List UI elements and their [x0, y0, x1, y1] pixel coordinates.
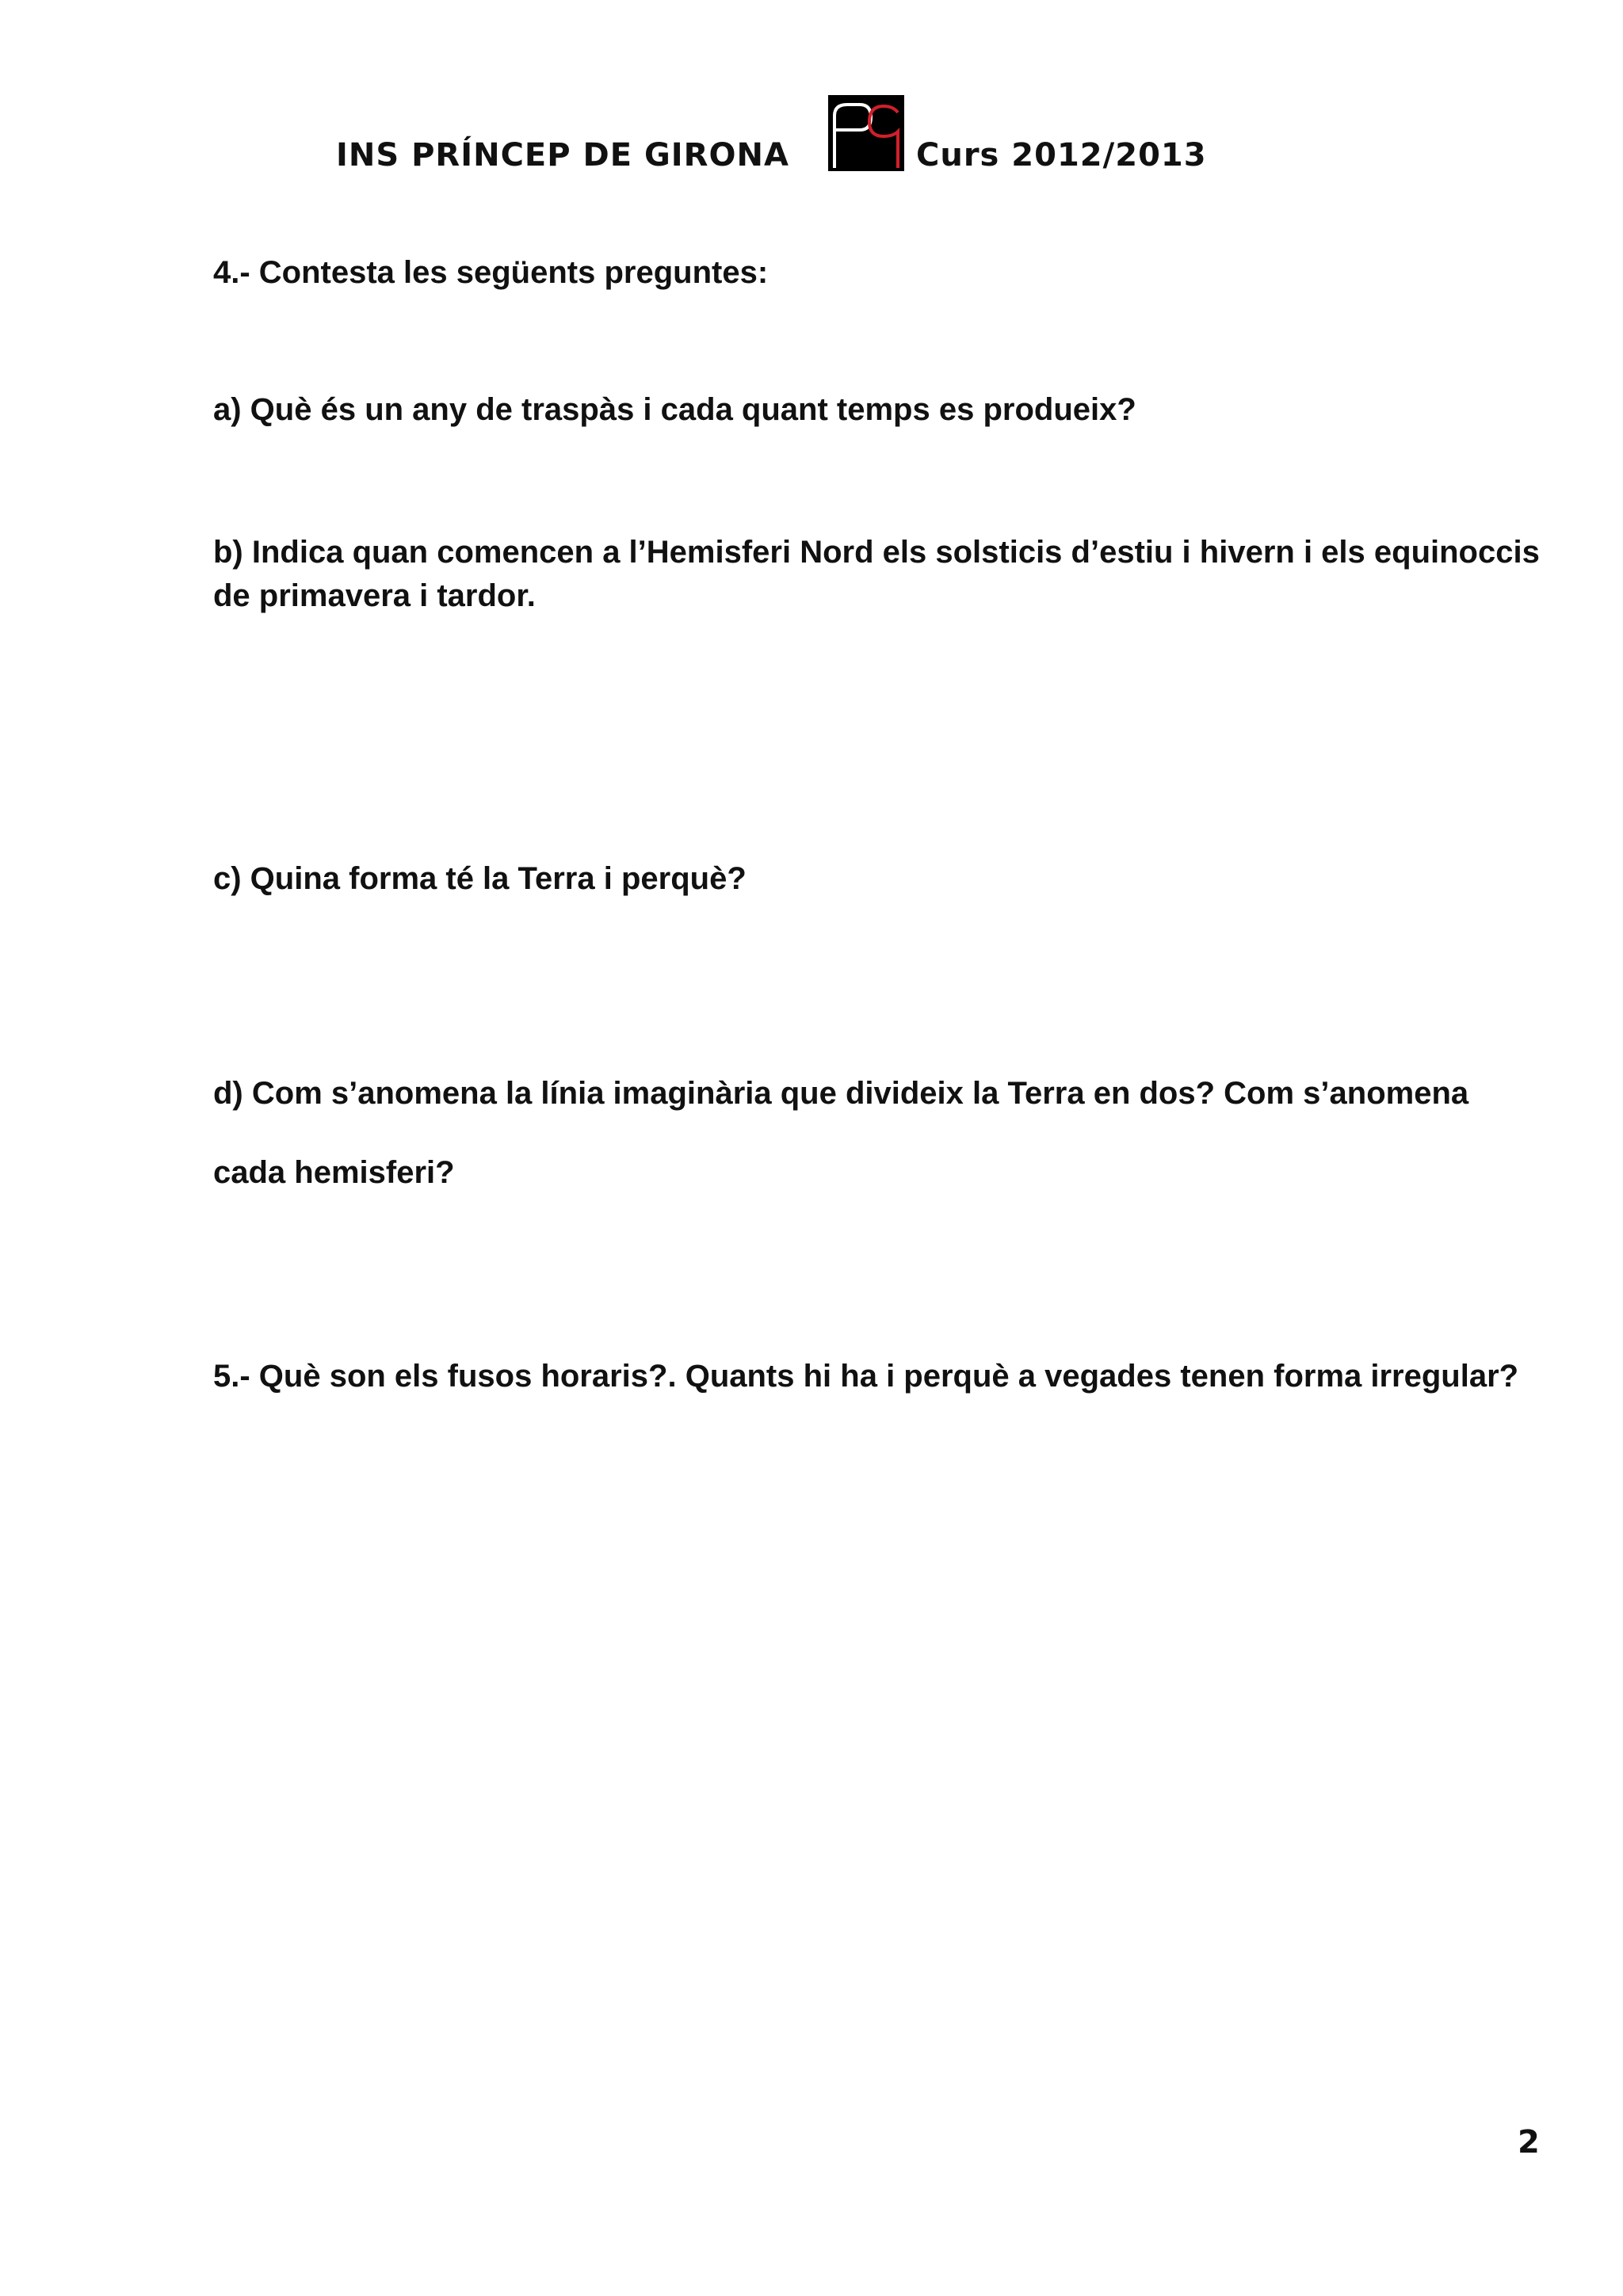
school-name: INS PRÍNCEP DE GIRONA: [336, 137, 789, 174]
question-4b: b) Indica quan comencen a l’Hemisferi Nord els solsticis d’estiu i hivern i els equinoccis de primavera i tardor.: [213, 535, 1540, 613]
school-logo: [828, 95, 904, 171]
course-year: Curs 2012/2013: [916, 137, 1207, 174]
question-4a: a) Què és un any de traspàs i cada quant temps es produeix?: [213, 392, 1136, 427]
question-4d: d) Com s’anomena la línia imaginària que divideix la Terra en dos? Com s’anomena cada hemisferi?: [213, 1076, 1469, 1190]
question-5: 5.- Què son els fusos horaris?. Quants hi ha i perquè a vegades tenen forma irregular?: [213, 1359, 1519, 1394]
page-number: 2: [1518, 2124, 1540, 2161]
question-4c: c) Quina forma té la Terra i perquè?: [213, 861, 747, 896]
page-header: [0, 95, 1623, 182]
question-4-title: 4.- Contesta les següents preguntes:: [213, 255, 769, 290]
